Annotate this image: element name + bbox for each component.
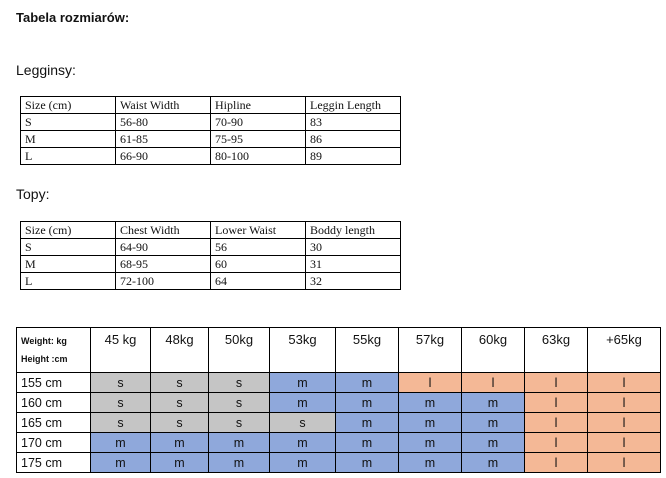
size-cell: l (525, 433, 588, 453)
table-row (21, 114, 401, 131)
table-row (21, 148, 401, 165)
table-cell: S (21, 114, 116, 131)
column-header: Waist Width (116, 97, 211, 114)
size-cell: l (525, 413, 588, 433)
size-cell: s (209, 373, 270, 393)
table-row (17, 393, 661, 413)
size-cell: m (336, 413, 399, 433)
weight-height-size-chart (16, 327, 661, 473)
table-row (21, 239, 401, 256)
size-cell: l (525, 393, 588, 413)
weight-column-header: 57kg (399, 328, 462, 373)
size-cell: l (588, 413, 661, 433)
weight-column-header: 55kg (336, 328, 399, 373)
size-cell: m (91, 433, 151, 453)
table-row (17, 453, 661, 473)
table-cell: 75-95 (211, 131, 306, 148)
size-cell: m (462, 413, 525, 433)
table-row (17, 373, 661, 393)
size-cell: m (462, 453, 525, 473)
table-cell: 64 (211, 273, 306, 290)
size-cell: s (209, 393, 270, 413)
size-cell: m (462, 433, 525, 453)
size-cell: m (91, 453, 151, 473)
table-header-row (21, 97, 401, 114)
table-row (17, 413, 661, 433)
page-title: Tabela rozmiarów: (16, 10, 130, 25)
weight-header-row (17, 328, 661, 373)
table-header-row (21, 222, 401, 239)
size-cell: s (151, 413, 209, 433)
size-cell: m (270, 393, 336, 413)
size-cell: s (91, 393, 151, 413)
tops-heading: Topy: (16, 186, 50, 202)
height-row-header: 160 cm (17, 393, 91, 413)
size-cell: l (588, 453, 661, 473)
height-row-header: 155 cm (17, 373, 91, 393)
size-cell: m (336, 393, 399, 413)
size-cell: s (151, 393, 209, 413)
table-cell: 56 (211, 239, 306, 256)
size-cell: m (399, 413, 462, 433)
table-cell: L (21, 273, 116, 290)
tops-size-table (20, 221, 401, 290)
size-cell: m (151, 453, 209, 473)
table-cell: 83 (306, 114, 401, 131)
table-cell: 86 (306, 131, 401, 148)
weight-axis-label: Weight: kg (21, 336, 67, 346)
weight-column-header: 60kg (462, 328, 525, 373)
weight-column-header: 63kg (525, 328, 588, 373)
size-cell: m (399, 393, 462, 413)
size-cell: l (399, 373, 462, 393)
table-cell: 89 (306, 148, 401, 165)
table-cell: 70-90 (211, 114, 306, 131)
size-cell: m (209, 453, 270, 473)
table-cell: 66-90 (116, 148, 211, 165)
column-header: Boddy length (306, 222, 401, 239)
leggings-size-table (20, 96, 401, 165)
weight-column-header: 50kg (209, 328, 270, 373)
column-header: Hipline (211, 97, 306, 114)
size-cell: m (270, 373, 336, 393)
table-cell: 56-80 (116, 114, 211, 131)
size-cell: l (588, 373, 661, 393)
size-cell: s (91, 413, 151, 433)
table-row (17, 433, 661, 453)
table-cell: S (21, 239, 116, 256)
table-cell: 68-95 (116, 256, 211, 273)
table-cell: 32 (306, 273, 401, 290)
size-cell: m (209, 433, 270, 453)
table-row (21, 273, 401, 290)
column-header: Size (cm) (21, 97, 116, 114)
size-cell: m (462, 393, 525, 413)
table-cell: 61-85 (116, 131, 211, 148)
size-cell: m (151, 433, 209, 453)
size-cell: l (525, 453, 588, 473)
table-cell: M (21, 256, 116, 273)
size-cell: s (270, 413, 336, 433)
weight-column-header: 53kg (270, 328, 336, 373)
table-cell: L (21, 148, 116, 165)
table-cell: 80-100 (211, 148, 306, 165)
column-header: Chest Width (116, 222, 211, 239)
size-cell: l (462, 373, 525, 393)
table-cell: 64-90 (116, 239, 211, 256)
size-cell: m (399, 433, 462, 453)
size-cell: s (91, 373, 151, 393)
size-cell: m (336, 373, 399, 393)
weight-column-header: +65kg (588, 328, 661, 373)
size-cell: m (270, 453, 336, 473)
size-cell: m (336, 453, 399, 473)
corner-header-cell (17, 328, 91, 373)
table-cell: 30 (306, 239, 401, 256)
column-header: Leggin Length (306, 97, 401, 114)
table-row (21, 131, 401, 148)
size-cell: m (399, 453, 462, 473)
column-header: Size (cm) (21, 222, 116, 239)
height-row-header: 170 cm (17, 433, 91, 453)
size-cell: l (525, 373, 588, 393)
table-cell: 31 (306, 256, 401, 273)
weight-column-header: 45 kg (91, 328, 151, 373)
size-cell: s (151, 373, 209, 393)
table-cell: M (21, 131, 116, 148)
height-row-header: 165 cm (17, 413, 91, 433)
size-cell: l (588, 433, 661, 453)
weight-column-header: 48kg (151, 328, 209, 373)
size-cell: m (336, 433, 399, 453)
column-header: Lower Waist (211, 222, 306, 239)
table-cell: 72-100 (116, 273, 211, 290)
table-row (21, 256, 401, 273)
height-axis-label: Height :cm (21, 354, 68, 364)
table-cell: 60 (211, 256, 306, 273)
height-row-header: 175 cm (17, 453, 91, 473)
leggings-heading: Legginsy: (16, 62, 76, 78)
size-cell: l (588, 393, 661, 413)
size-cell: m (270, 433, 336, 453)
size-cell: s (209, 413, 270, 433)
